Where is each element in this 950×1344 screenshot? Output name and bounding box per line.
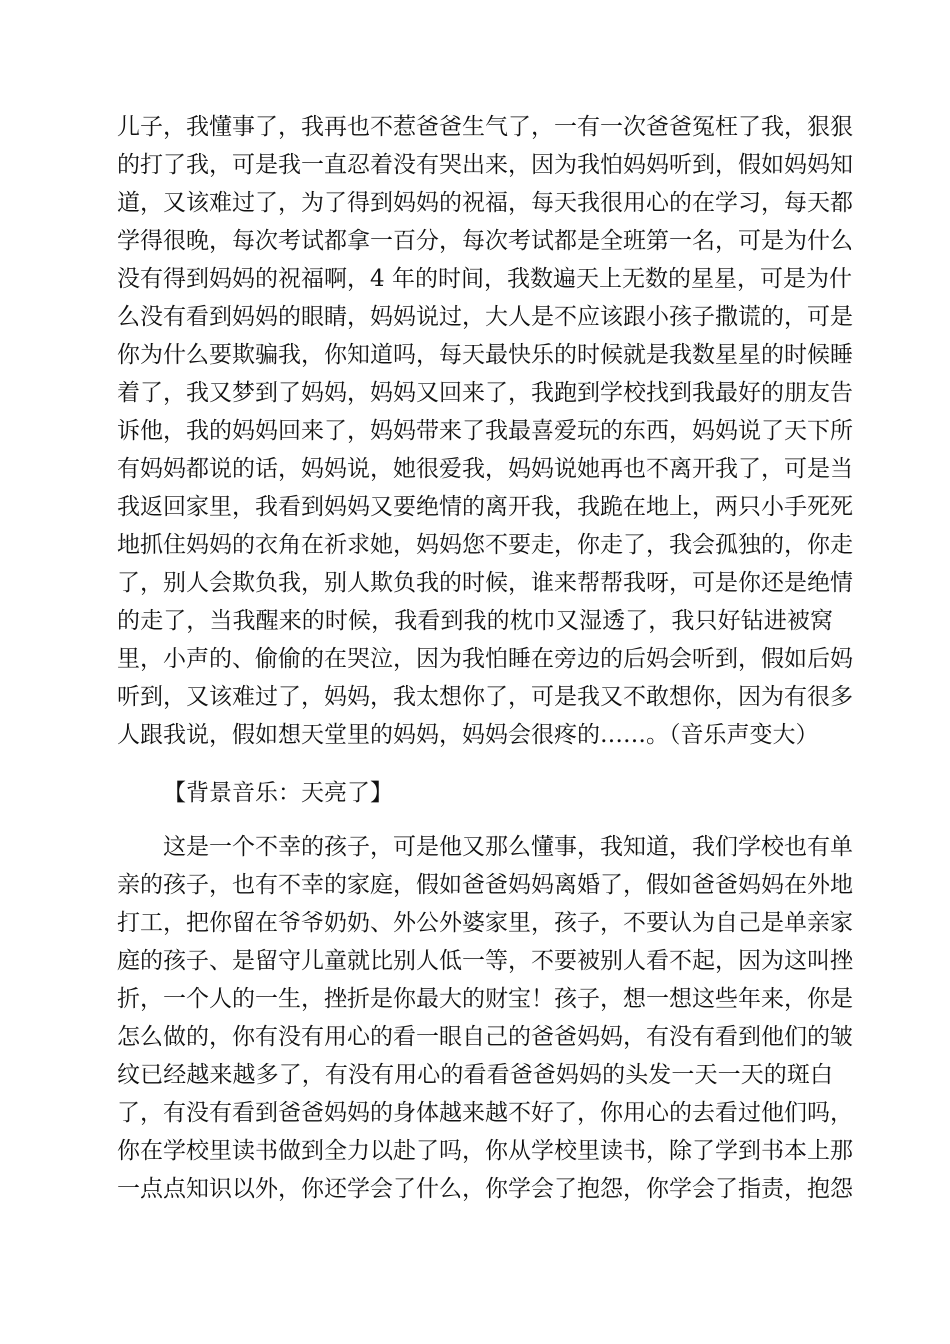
paragraph-2-line-2: 亲的孩子，也有不幸的家庭，假如爸爸妈妈离婚了，假如爸爸妈妈在外地 xyxy=(117,872,853,898)
paragraph-1-line-2: 的打了我，可是我一直忍着没有哭出来，因为我怕妈妈听到，假如妈妈知 xyxy=(117,152,853,178)
paragraph-2-line-5: 折，一个人的一生，挫折是你最大的财宝！孩子，想一想这些年来，你是 xyxy=(117,986,853,1012)
paragraph-2-line-1: 这是一个不幸的孩子，可是他又那么懂事，我知道，我们学校也有单 xyxy=(163,834,853,860)
paragraph-1-line-6: 么没有看到妈妈的眼睛，妈妈说过，大人是不应该跟小孩子撒谎的，可是 xyxy=(117,304,853,330)
paragraph-1-line-1: 儿子，我懂事了，我再也不惹爸爸生气了，一有一次爸爸冤枉了我，狠狠 xyxy=(117,114,853,140)
paragraph-2-line-3: 打工，把你留在爷爷奶奶、外公外婆家里，孩子，不要认为自己是单亲家 xyxy=(117,910,853,936)
paragraph-1-line-4: 学得很晚，每次考试都拿一百分，每次考试都是全班第一名，可是为什么 xyxy=(117,228,853,254)
paragraph-1-line-3: 道，又该难过了，为了得到妈妈的祝福，每天我很用心的在学习，每天都 xyxy=(117,190,853,216)
paragraph-2-line-4: 庭的孩子、是留守儿童就比别人低一等，不要被别人看不起，因为这叫挫 xyxy=(117,948,853,974)
paragraph-1-line-8: 着了，我又梦到了妈妈，妈妈又回来了，我跑到学校找到我最好的朋友告 xyxy=(117,380,853,406)
paragraph-1-line-15: 里，小声的、偷偷的在哭泣，因为我怕睡在旁边的后妈会听到，假如后妈 xyxy=(117,646,853,672)
paragraph-2-line-6: 怎么做的，你有没有用心的看一眼自己的爸爸妈妈，有没有看到他们的皱 xyxy=(117,1024,853,1050)
paragraph-1-line-17: 人跟我说，假如想天堂里的妈妈，妈妈会很疼的……。（音乐声变大） xyxy=(117,722,819,748)
paragraph-1-line-9: 诉他，我的妈妈回来了，妈妈带来了我最喜爱玩的东西，妈妈说了天下所 xyxy=(117,418,853,444)
paragraph-1-line-12: 地抓住妈妈的衣角在祈求她，妈妈您不要走，你走了，我会孤独的，你走 xyxy=(117,532,853,558)
paragraph-1-line-13: 了，别人会欺负我，别人欺负我的时候，谁来帮帮我呀，可是你还是绝情 xyxy=(117,570,853,596)
paragraph-2-line-10: 一点点知识以外，你还学会了什么，你学会了抱怨，你学会了指责，抱怨 xyxy=(117,1176,853,1202)
paragraph-1-line-5: 没有得到妈妈的祝福啊，4 年的时间，我数遍天上无数的星星，可是为什 xyxy=(117,266,852,292)
paragraph-2-line-7: 纹已经越来越多了，有没有用心的看看爸爸妈妈的头发一天一天的斑白 xyxy=(117,1062,833,1088)
background-music-note: 【背景音乐：天亮了】 xyxy=(163,780,393,806)
paragraph-1-line-7: 你为什么要欺骗我，你知道吗，每天最快乐的时候就是我数星星的时候睡 xyxy=(117,342,853,368)
paragraph-1-line-14: 的走了，当我醒来的时候，我看到我的枕巾又湿透了，我只好钻进被窝 xyxy=(117,608,833,634)
paragraph-2-line-9: 你在学校里读书做到全力以赴了吗，你从学校里读书，除了学到书本上那 xyxy=(117,1138,853,1164)
paragraph-1-line-10: 有妈妈都说的话，妈妈说，她很爱我，妈妈说她再也不离开我了，可是当 xyxy=(117,456,853,482)
paragraph-1-line-16: 听到，又该难过了，妈妈，我太想你了，可是我又不敢想你，因为有很多 xyxy=(117,684,853,710)
paragraph-2-line-8: 了，有没有看到爸爸妈妈的身体越来越不好了，你用心的去看过他们吗， xyxy=(117,1100,853,1126)
paragraph-1-line-11: 我返回家里，我看到妈妈又要绝情的离开我，我跪在地上，两只小手死死 xyxy=(117,494,853,520)
